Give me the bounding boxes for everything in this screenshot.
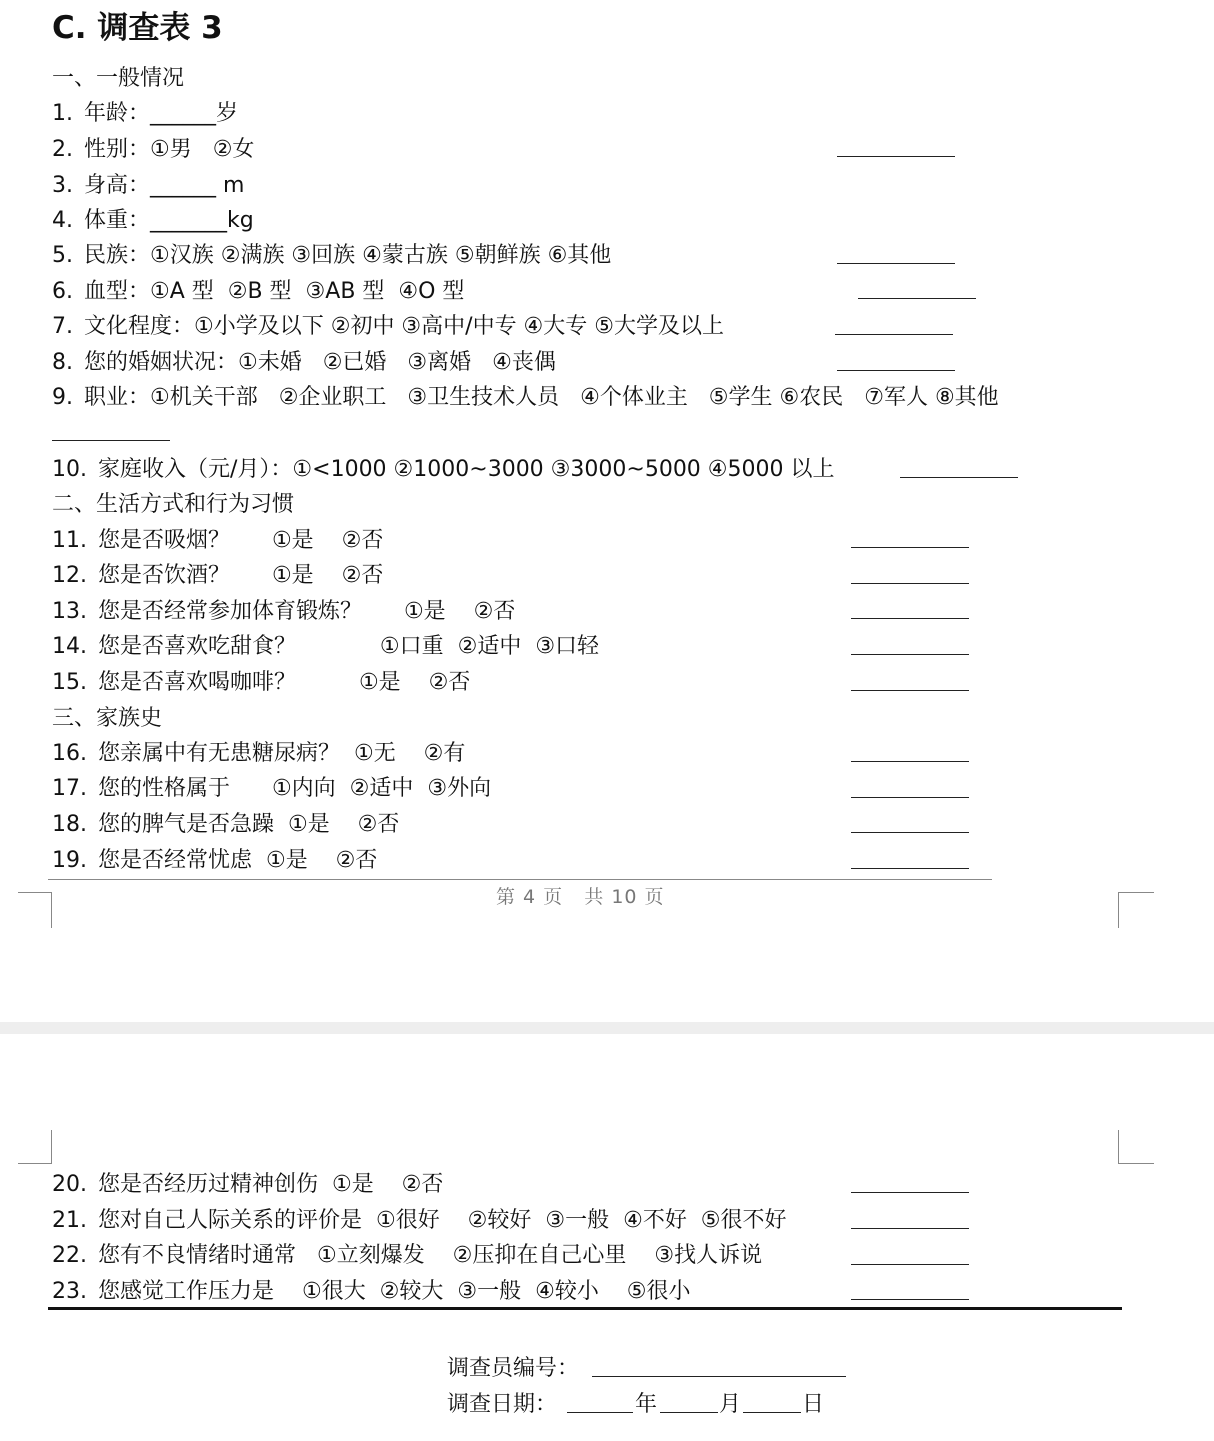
answer-blank-7[interactable]	[835, 334, 953, 335]
question-number: 23.	[52, 1279, 87, 1304]
day-label: 日	[802, 1392, 825, 1417]
question-text: 您是否经常忧虑 ①是 ②否	[98, 848, 378, 873]
question-3	[52, 168, 244, 199]
survey-year-blank[interactable]	[567, 1412, 633, 1413]
page-bottom-divider	[48, 879, 992, 880]
question-text: 年龄：______岁	[84, 101, 239, 126]
question-text: 您有不良情绪时通常 ①立刻爆发 ②压抑在自己心里 ③找人诉说	[98, 1243, 763, 1268]
question-12	[52, 558, 383, 589]
question-text: 血型：①A 型 ②B 型 ③AB 型 ④O 型	[84, 279, 465, 304]
answer-blank-23[interactable]	[851, 1299, 969, 1300]
answer-blank-16[interactable]	[851, 761, 969, 762]
answer-blank-11[interactable]	[851, 547, 969, 548]
question-text: 职业：①机关干部 ②企业职工 ③卫生技术人员 ④个体业主 ⑤学生 ⑥农民 ⑦军人 ⑧其他	[84, 385, 999, 410]
investigator-id-label: 调查员编号：	[447, 1356, 580, 1381]
question-1	[52, 96, 238, 127]
question-17	[52, 771, 491, 802]
section-heading-family-history: 三、家族史	[52, 706, 163, 731]
survey-day-blank[interactable]	[743, 1412, 801, 1413]
answer-blank-13[interactable]	[851, 618, 969, 619]
question-text: 民族：①汉族 ②满族 ③回族 ④蒙古族 ⑤朝鲜族 ⑥其他	[84, 243, 612, 268]
question-number: 4.	[52, 208, 73, 233]
crop-mark-bottom-left	[18, 892, 52, 928]
question-text: 您是否吸烟？ ①是 ②否	[98, 528, 384, 553]
question-number: 18.	[52, 812, 87, 837]
question-number: 15.	[52, 670, 87, 695]
question-5	[52, 238, 611, 269]
question-number: 2.	[52, 137, 73, 162]
question-13	[52, 594, 515, 625]
answer-blank-17[interactable]	[851, 797, 969, 798]
answer-blank-22[interactable]	[851, 1264, 969, 1265]
question-number: 19.	[52, 848, 87, 873]
question-text: 您是否经常参加体育锻炼？ ①是 ②否	[98, 599, 516, 624]
answer-blank-10[interactable]	[900, 477, 1018, 478]
question-text: 文化程度：①小学及以下 ②初中 ③高中/中专 ④大专 ⑤大学及以上	[84, 314, 724, 339]
question-number: 13.	[52, 599, 87, 624]
survey-month-blank[interactable]	[660, 1412, 718, 1413]
answer-blank-8[interactable]	[837, 370, 955, 371]
document-title: C. 调查表 3	[52, 10, 223, 46]
question-4	[52, 203, 254, 234]
question-7	[52, 309, 724, 340]
question-23	[52, 1274, 691, 1305]
question-number: 6.	[52, 279, 73, 304]
crop-mark-bottom-right	[1118, 892, 1154, 928]
question-20	[52, 1167, 443, 1198]
answer-blank-21[interactable]	[851, 1228, 969, 1229]
question-number: 21.	[52, 1208, 87, 1233]
page-gap	[0, 1022, 1214, 1034]
answer-blank-2[interactable]	[837, 156, 955, 157]
answer-blank-18[interactable]	[851, 832, 969, 833]
month-label: 月	[719, 1392, 742, 1417]
question-text: 您的性格属于 ①内向 ②适中 ③外向	[98, 776, 492, 801]
question-15	[52, 665, 470, 696]
question-21	[52, 1203, 787, 1234]
question-18	[52, 807, 399, 838]
question-number: 14.	[52, 634, 87, 659]
question-text: 性别：①男 ②女	[84, 137, 255, 162]
page-number-footer: 第 4 页 共 10 页	[496, 886, 665, 908]
question-number: 11.	[52, 528, 87, 553]
question-16	[52, 736, 465, 767]
question-number: 1.	[52, 101, 73, 126]
survey-date-label: 调查日期：	[447, 1392, 558, 1417]
investigator-id-blank[interactable]	[592, 1376, 846, 1377]
question-number: 22.	[52, 1243, 87, 1268]
question-number: 10.	[52, 457, 87, 482]
year-label: 年	[635, 1392, 658, 1417]
question-11	[52, 523, 383, 554]
answer-blank-20[interactable]	[851, 1192, 969, 1193]
question-text: 您是否经历过精神创伤 ①是 ②否	[98, 1172, 444, 1197]
question-text: 您是否喜欢吃甜食？ ①口重 ②适中 ③口轻	[98, 634, 600, 659]
crop-mark-top-right	[1118, 1130, 1154, 1164]
question-number: 17.	[52, 776, 87, 801]
question-text: 身高：______ m	[84, 173, 245, 198]
answer-blank-9[interactable]	[52, 440, 170, 441]
question-8	[52, 345, 556, 376]
question-text: 您的婚姻状况：①未婚 ②已婚 ③离婚 ④丧偶	[84, 350, 556, 375]
answer-blank-5[interactable]	[837, 263, 955, 264]
form-end-rule	[48, 1307, 1122, 1310]
question-text: 您是否喜欢喝咖啡？ ①是 ②否	[98, 670, 471, 695]
question-number: 8.	[52, 350, 73, 375]
answer-blank-14[interactable]	[851, 654, 969, 655]
question-text: 您是否饮酒？ ①是 ②否	[98, 563, 384, 588]
question-2	[52, 132, 254, 163]
question-19	[52, 843, 377, 874]
question-10	[52, 452, 835, 483]
question-number: 16.	[52, 741, 87, 766]
question-number: 5.	[52, 243, 73, 268]
question-22	[52, 1238, 762, 1269]
question-text: 您的脾气是否急躁 ①是 ②否	[98, 812, 400, 837]
question-14	[52, 629, 599, 660]
section-heading-lifestyle: 二、生活方式和行为习惯	[52, 492, 295, 517]
question-text: 您感觉工作压力是 ①很大 ②较大 ③一般 ④较小 ⑤很小	[98, 1279, 691, 1304]
answer-blank-6[interactable]	[858, 298, 976, 299]
question-text: 您对自己人际关系的评价是 ①很好 ②较好 ③一般 ④不好 ⑤很不好	[98, 1208, 787, 1233]
crop-mark-top-left	[18, 1130, 52, 1164]
question-number: 3.	[52, 173, 73, 198]
question-6	[52, 274, 464, 305]
question-text: 您亲属中有无患糖尿病？ ①无 ②有	[98, 741, 466, 766]
question-9	[52, 380, 999, 411]
answer-blank-15[interactable]	[851, 690, 969, 691]
question-text: 体重：_______kg	[84, 208, 254, 233]
answer-blank-12[interactable]	[851, 583, 969, 584]
section-heading-general: 一、一般情况	[52, 66, 185, 91]
answer-blank-19[interactable]	[851, 868, 969, 869]
question-number: 20.	[52, 1172, 87, 1197]
question-number: 7.	[52, 314, 73, 339]
question-number: 12.	[52, 563, 87, 588]
question-text: 家庭收入（元/月）：①<1000 ②1000~3000 ③3000~5000 ④5000 以上	[98, 457, 835, 482]
question-number: 9.	[52, 385, 73, 410]
